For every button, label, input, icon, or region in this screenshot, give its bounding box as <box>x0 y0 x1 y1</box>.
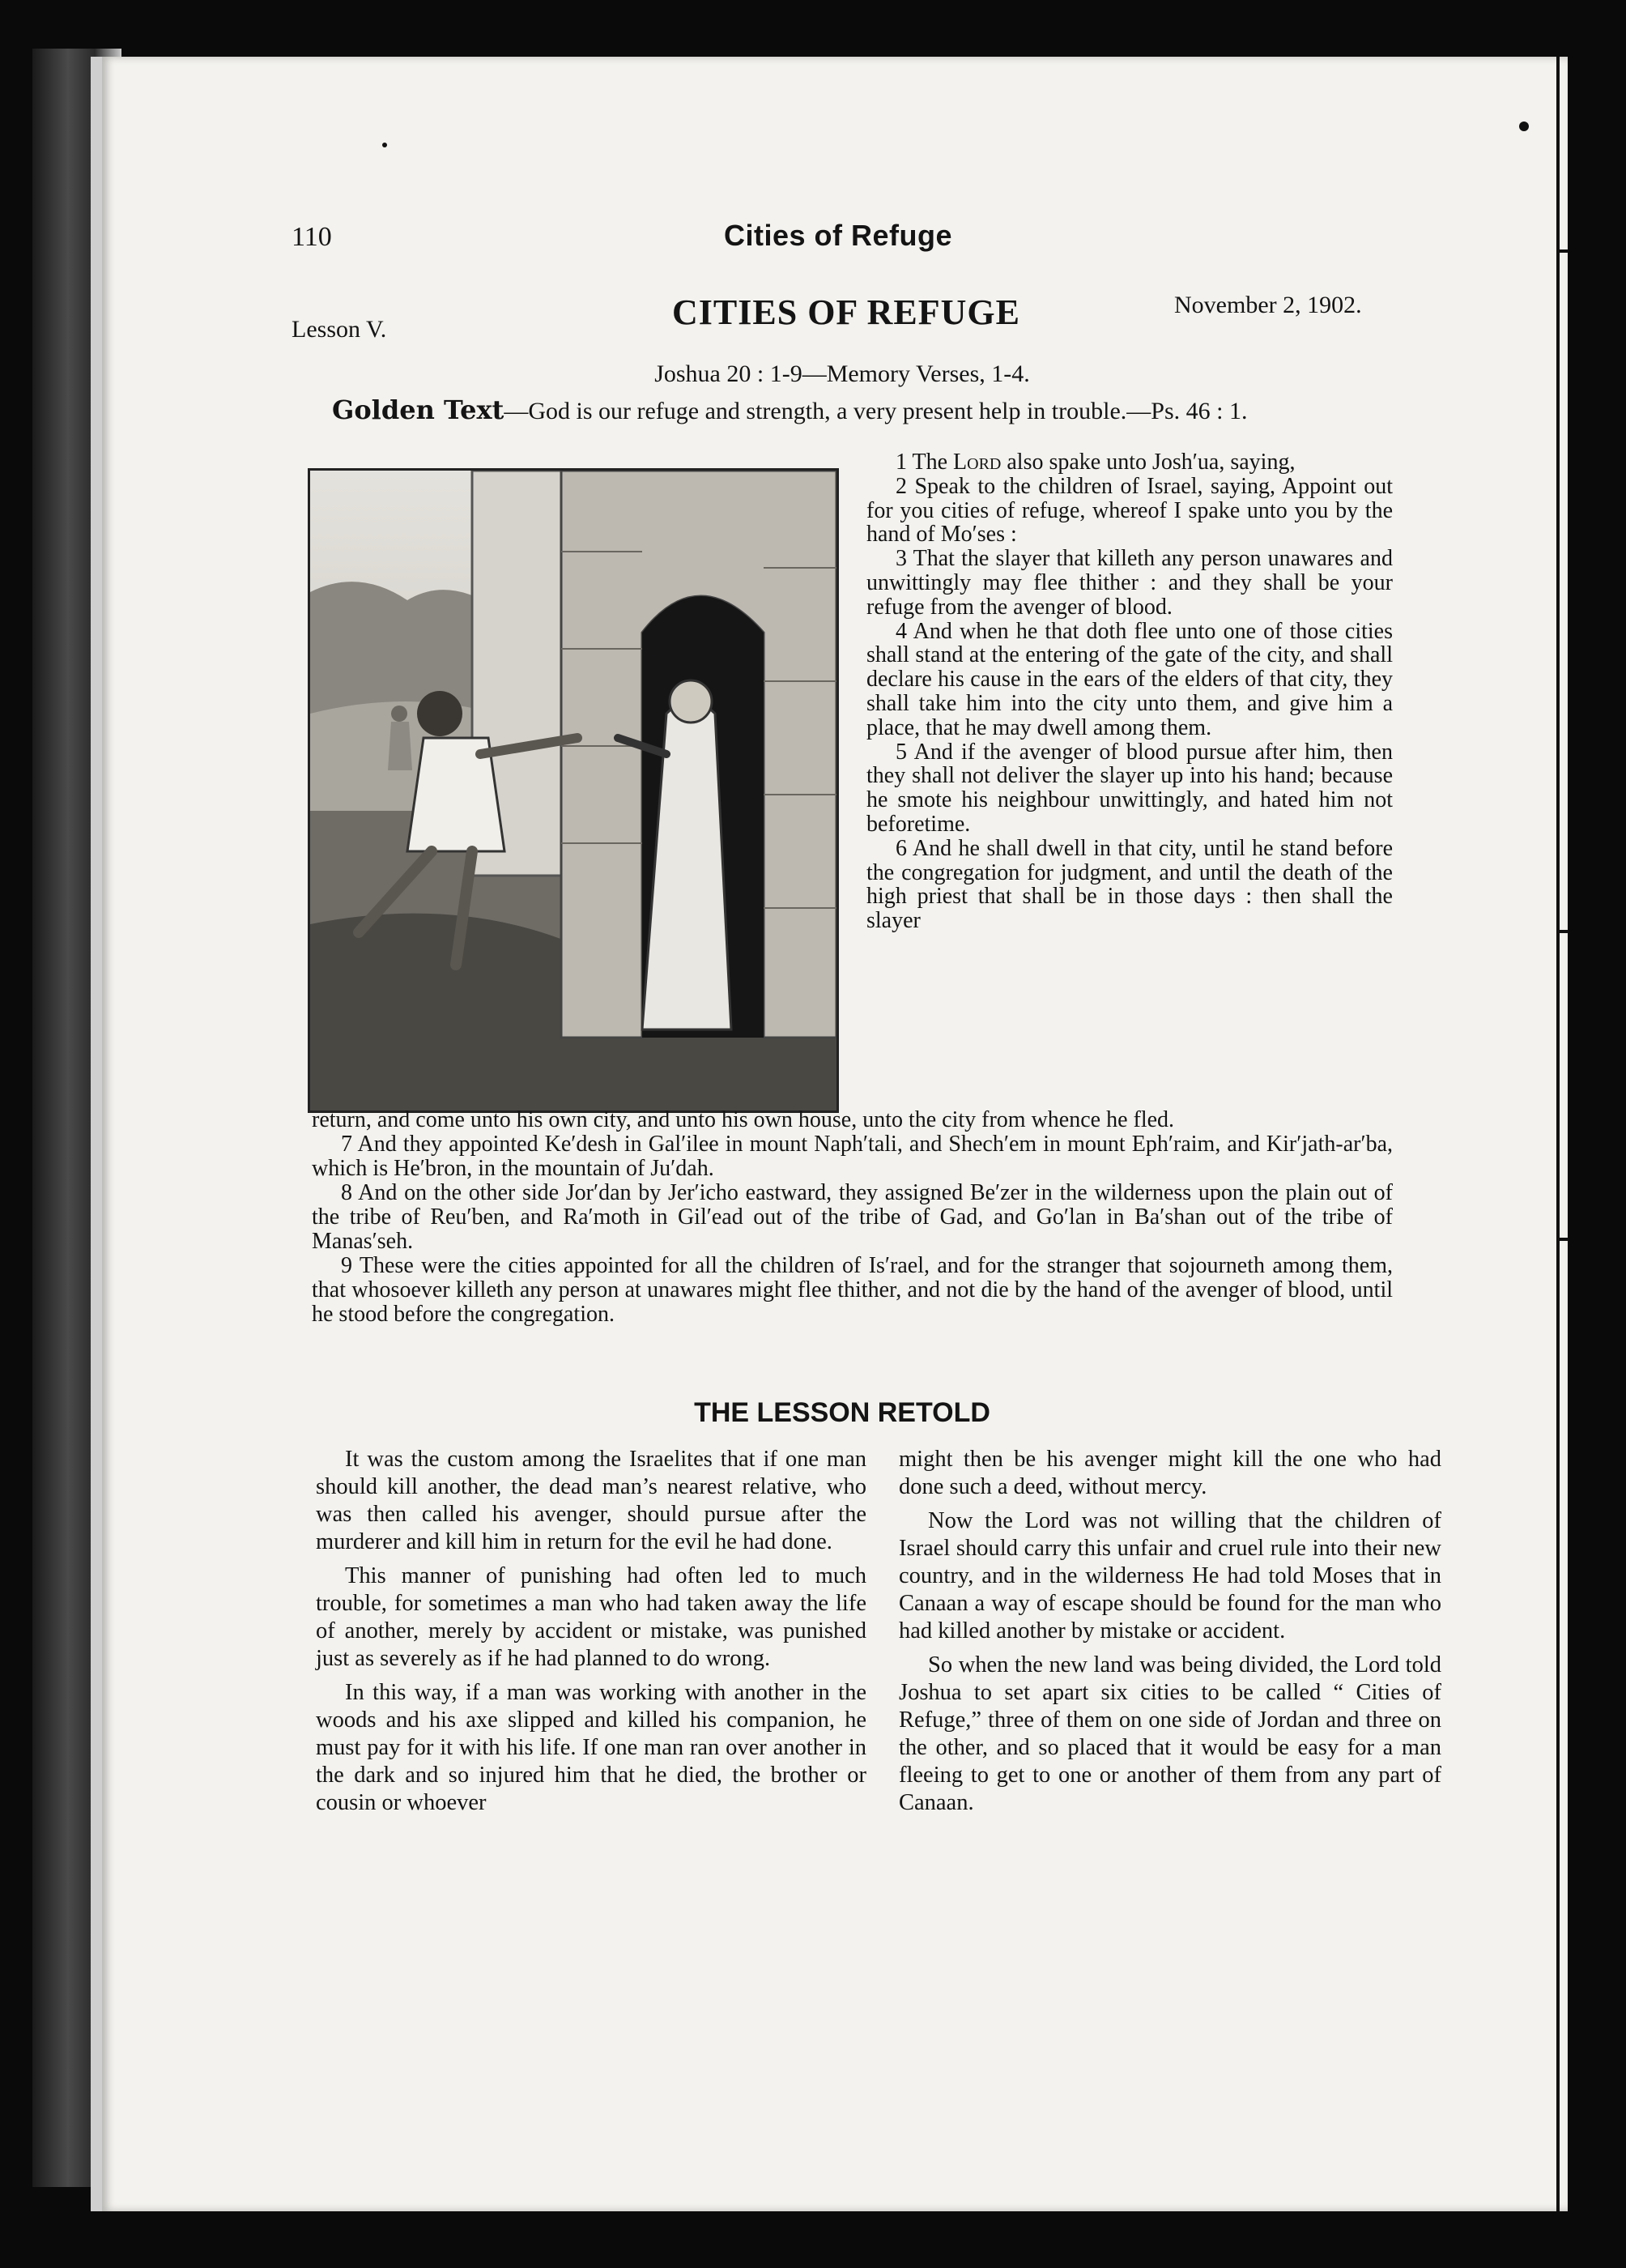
gutter-tick <box>1559 1238 1569 1241</box>
paragraph: It was the custom among the Israelites that if one man should kill another, the dead man’s nearest relative, who was then called his avenger, should pursue after the murderer and kill him in return for the evil he had done. <box>316 1447 866 1554</box>
golden-text <box>292 394 1393 427</box>
engraving-image <box>310 471 836 1111</box>
section-heading: THE LESSON RETOLD <box>694 1397 990 1428</box>
verse: 9 These were the cities appointed for all the children of Is′rael, and for the stranger that sojourneth among them, that whosoever killeth any person at unawares might flee thither, and not die by the hand of the avenger of blood, until he stood before the congregation. <box>312 1253 1393 1327</box>
golden-text-body: —God is our refuge and strength, a very present help in trouble.—Ps. 46 : 1. <box>504 398 1248 424</box>
lesson-date: November 2, 1902. <box>1174 292 1362 318</box>
verse: 4 And when he that doth flee unto one of those cities shall stand at the entering of the gate of the city, and shall declare his cause in the ears of the elders of that city, they shall take him into the city unto them, and give him a place, that he may dwell among them. <box>866 618 1393 740</box>
verse-continuation: return, and come unto his own city, and unto his own house, unto the city from whence he fled. <box>312 1107 1175 1132</box>
page-number: 110 <box>292 222 332 252</box>
verse: 3 That the slayer that killeth any person unawares and unwittingly may flee thither : and they shall be your refuge from the avenger of blood. <box>866 546 1393 620</box>
scripture-reference: Joshua 20 : 1-9—Memory Verses, 1-4. <box>654 360 1030 387</box>
verse: 7 And they appointed Ke′desh in Gal′ilee in mount Naph′tali, and Shech′em in mount Eph′raim, and Kir′jath-ar′ba, which is He′bron, in the mountain of Ju′dah. <box>312 1132 1393 1181</box>
page-gutter-line <box>1556 57 1560 2211</box>
illustration-slayer-at-city-gate <box>308 468 839 1113</box>
verse: 8 And on the other side Jor′dan by Jer′icho eastward, they assigned Be′zer in the wilderness upon the plain out of the tribe of Reu′ben, and Ra′moth in Gil′ead out of the tribe of Gad, and Go′lan in Ba′shan out of the tribe of Manas′seh. <box>312 1180 1393 1254</box>
gutter-tick <box>1559 249 1569 253</box>
scripture-verses-1-6 <box>866 450 1393 933</box>
gutter-tick <box>1559 930 1569 933</box>
verse: 2 Speak to the children of Israel, saying, Appoint out for you cities of refuge, whereof I spake unto you by the hand of Mo′ses : <box>866 473 1393 548</box>
running-head <box>292 219 1304 253</box>
verse: 5 And if the avenger of blood pursue after him, then they shall not deliver the slayer up into his hand; because he smote his neighbour unwittingly, and hated him not beforetime. <box>866 739 1393 837</box>
lesson-label: Lesson V. <box>292 316 387 343</box>
retold-column-right <box>899 1446 1441 1823</box>
paragraph: might then be his avenger might kill the one who had done such a deed, without mercy. <box>899 1447 1441 1499</box>
scripture-verses-6-9 <box>312 1108 1393 1327</box>
ink-spot <box>382 143 387 147</box>
ink-spot <box>1519 122 1529 131</box>
lesson-title: CITIES OF REFUGE <box>672 292 1021 332</box>
paragraph: In this way, if a man was working with another in the woods and his axe slipped and killed his companion, he must pay for it with his life. If one man ran over another in the dark and so injured him that he died, the brother or cousin or whoever <box>316 1680 866 1815</box>
running-title: Cities of Refuge <box>723 219 953 252</box>
paragraph: So when the new land was being divided, the Lord told Joshua to set apart six cities to be called “ Cities of Refuge,” three of them on one side of Jordan and three on the other, and so placed that it would be easy for a man fleeing to get to one or another of them from any part of Canaan. <box>899 1652 1441 1815</box>
paragraph: This manner of punishing had often led to much trouble, for sometimes a man who had taken away the life of another, merely by accident or mistake, was punished just as severely as if he had planned to do wrong. <box>316 1563 866 1671</box>
paragraph: Now the Lord was not willing that the children of Israel should carry this unfair and cruel rule into their new country, and in the wilderness He had told Moses that in Canaan a way of escape should be found for the man who had killed another by mistake or accident. <box>899 1508 1441 1643</box>
verse: 1 The Lord also spake unto Josh′ua, saying, <box>896 450 1296 475</box>
verse: 6 And he shall dwell in that city, until he stand before the congregation for judgment, and until the death of the high priest that shall be in those days : then shall the slayer <box>866 835 1393 934</box>
retold-column-left <box>316 1446 866 1823</box>
golden-text-label: Golden Text <box>332 394 504 425</box>
